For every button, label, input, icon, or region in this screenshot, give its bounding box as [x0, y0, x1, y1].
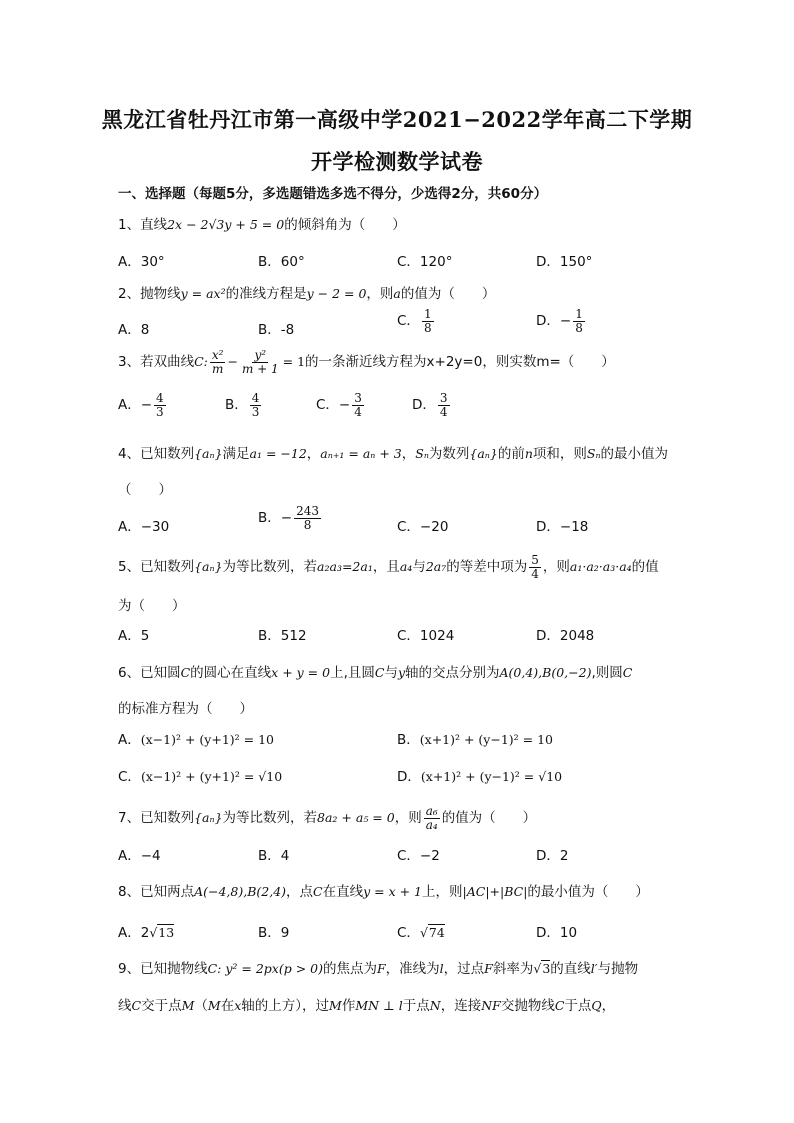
q1-option-c[interactable]: C．120°	[397, 254, 453, 270]
q5-text: 5、已知数列	[118, 559, 195, 576]
q3-option-b[interactable]	[225, 392, 263, 418]
q5-text-6: ，则	[542, 559, 570, 576]
q4-text-5: 项和，则	[532, 446, 587, 462]
q5-text-3: ，且	[372, 559, 400, 576]
q6-y: y	[397, 665, 406, 680]
q7-text-3: ，则	[394, 810, 422, 827]
q3-option-b-label: B．	[225, 397, 248, 414]
q7-option-c[interactable]: C．−2	[397, 848, 440, 864]
q6-option-a-label: A．	[118, 732, 141, 748]
q6-text-2: 的圆心在直线	[190, 665, 272, 681]
q7-fraction: $\frac{\text{a₆}}{\text{a₄}}$	[425, 804, 438, 832]
q5-text-7: 的值	[631, 559, 659, 576]
q4-text-3: 为数列	[428, 446, 470, 462]
q6-c-2: C	[374, 665, 385, 680]
q5-fraction: $\frac{5}{4}$	[531, 553, 539, 581]
q6-option-a[interactable]	[118, 728, 274, 748]
q7-text-4: 的值为（ ）	[441, 810, 537, 827]
q7-formula: 8a₂ + a₅ = 0	[317, 810, 395, 826]
q5-text-2: 为等比数列，若	[222, 559, 318, 576]
q7-text: 7、已知数列	[118, 810, 195, 827]
q2-var: a	[393, 286, 401, 301]
q8-option-a-label: A．2	[118, 925, 150, 941]
q9-mn: MN ⊥ l	[355, 998, 403, 1013]
q9-l2-h: ，连接	[440, 998, 482, 1014]
q3-option-c[interactable]	[316, 392, 366, 418]
q2-option-c-label: C．	[397, 313, 420, 330]
question-7	[118, 805, 536, 831]
q2-option-c[interactable]	[397, 308, 436, 334]
question-5	[118, 554, 659, 580]
q9-l2-c: （	[194, 998, 208, 1014]
q3-eq: = 1	[282, 354, 306, 370]
q8-text-2: ，点	[286, 884, 314, 900]
q6-text-5: 轴的交点分别为	[405, 665, 500, 681]
q7-seq: {aₙ}	[194, 810, 223, 826]
q9-x: x	[234, 998, 242, 1013]
q6-text-3: 上,且圆	[330, 665, 375, 681]
q4-sn: Sₙ	[415, 446, 429, 461]
q9-text-5: 斜率为	[492, 961, 534, 977]
q3-fraction-x: $\frac{\text{x²}}{m}$	[211, 348, 224, 376]
q6-option-c-formula: (x−1)² + (y+1)² = √10	[140, 769, 283, 784]
q2-option-d[interactable]	[536, 308, 587, 334]
q5-a4: a₄	[399, 559, 413, 575]
q6-c: C	[180, 665, 191, 680]
q2-option-d-label: D．−	[536, 313, 572, 330]
q1-text-end: 的倾斜角为（ ）	[284, 217, 406, 233]
question-1	[118, 213, 406, 233]
q3-option-d-label: D．	[412, 397, 436, 414]
q9-l-prime: l′	[590, 961, 598, 976]
q2-text-mid: 的准线方程是	[225, 286, 307, 302]
question-9-line-2: 线C交于点M（M在x轴的上方），过M作MN ⊥ l于点N，连接NF交抛物线C于点Q，	[118, 998, 616, 1014]
q3-option-a-fraction: $\frac{4}{3}$	[156, 391, 164, 419]
q1-option-b[interactable]: B．60°	[258, 254, 305, 270]
q6-text-6: ,则圆	[591, 665, 623, 681]
q3-text: 3、若双曲线	[118, 354, 195, 371]
q9-text-6: 的直线	[550, 961, 591, 977]
q4-formula-2: aₙ₊₁ = aₙ + 3	[320, 446, 402, 461]
q9-l2-b: 交于点	[141, 998, 182, 1014]
q6-text-4: 与	[384, 665, 398, 681]
q2-formula-2: y − 2 = 0	[306, 286, 367, 301]
q2-formula-1: y = ax²	[180, 286, 226, 301]
q9-nf: NF	[481, 998, 501, 1013]
q4-option-c[interactable]: C．−20	[397, 519, 449, 535]
q9-f-2: F	[484, 961, 493, 976]
q6-option-c[interactable]	[118, 765, 282, 785]
q1-option-d[interactable]: D．150°	[536, 254, 593, 270]
question-3	[118, 349, 615, 375]
q1-option-a[interactable]: A．30°	[118, 254, 165, 270]
q9-l2-d: 在	[220, 998, 235, 1014]
q8-line: y = x + 1	[363, 884, 423, 899]
q5-line-2: 为（ ）	[118, 598, 186, 614]
q9-l: l	[439, 961, 444, 976]
q6-option-d-label: D．	[397, 769, 421, 785]
q4-text: 4、已知数列	[118, 446, 195, 462]
q9-m-2: M	[207, 998, 221, 1013]
q3-option-a[interactable]	[118, 392, 168, 418]
q9-l2-a: 线	[118, 998, 132, 1014]
exam-title-line2: 开学检测数学试卷	[311, 149, 483, 174]
q5-2a7: 2a₇	[425, 559, 447, 575]
q8-option-b[interactable]: B．9	[258, 925, 290, 941]
q7-option-b[interactable]: B．4	[258, 848, 290, 864]
q6-option-a-formula: (x−1)² + (y+1)² = 10	[140, 732, 274, 747]
q4-option-b-fraction: $\frac{243}{8}$	[296, 504, 319, 532]
q6-option-b-formula: (x+1)² + (y−1)² = 10	[419, 732, 554, 747]
q8-text-4: 上，则	[422, 884, 463, 900]
q6-option-b-label: B．	[397, 732, 420, 748]
q4-sn-2: Sₙ	[586, 446, 601, 461]
q8-option-a-radicand: 13	[158, 925, 175, 940]
q9-m-3: M	[329, 998, 342, 1013]
q6-formula-1: x + y = 0	[271, 665, 331, 680]
q9-l2-k: ，	[601, 998, 616, 1014]
q5-product: a₁·a₂·a₃·a₄	[569, 559, 632, 575]
q9-f: F	[376, 961, 386, 976]
q9-n: N	[429, 998, 441, 1013]
q8-c: C	[313, 884, 323, 899]
q2-text-end: 的值为（ ）	[400, 286, 496, 302]
q9-l2-f: 作	[341, 998, 356, 1014]
q4-text-6: 的最小值为	[600, 446, 669, 462]
q9-l2-j: 于点	[564, 998, 592, 1014]
q4-seq-2: {aₙ}	[469, 446, 498, 461]
q2-option-b[interactable]: B．-8	[258, 322, 295, 338]
q6-option-b[interactable]	[397, 728, 553, 748]
q5-text-4: 与	[412, 559, 426, 576]
q7-text-2: 为等比数列，若	[222, 810, 318, 827]
q3-minus: −	[227, 354, 238, 370]
q2-option-d-fraction: $\frac{1}{8}$	[575, 307, 583, 335]
q9-text-2: 的焦点为	[322, 961, 377, 977]
q6-option-d-formula: (x+1)² + (y−1)² = √10	[420, 769, 563, 784]
q9-q: Q	[591, 998, 602, 1013]
q2-option-a[interactable]: A．8	[118, 322, 150, 338]
q8-option-c-label: C．	[397, 925, 420, 941]
question-2	[118, 282, 495, 302]
q3-option-d[interactable]	[412, 392, 452, 418]
q5-seq: {aₙ}	[194, 559, 223, 575]
q5-text-5: 的等差中项为	[446, 559, 528, 576]
q3-option-c-fraction: $\frac{3}{4}$	[354, 391, 362, 419]
section-header: 一、选择题（每题5分，多选题错选多选不得分，少选得2分，共60分）	[118, 186, 548, 202]
q6-points: A(0,4),B(0,−2)	[499, 665, 592, 680]
q7-option-a[interactable]: A．−4	[118, 848, 161, 864]
q9-parabola: C: y² = 2px(p > 0)	[207, 961, 323, 976]
q3-option-b-fraction: $\frac{4}{3}$	[251, 391, 260, 419]
question-4: 4、已知数列{aₙ}满足a₁ = −12，aₙ₊₁ = aₙ + 3，Sₙ为数列{aₙ}的前n项和，则Sₙ的最小值为	[118, 446, 669, 462]
q9-l2-e: 轴的上方），过	[241, 998, 330, 1014]
q5-formula-1: a₂a₃=2a₁	[317, 559, 373, 575]
q4-n: n	[524, 446, 533, 461]
q3-option-a-label: A．−	[118, 397, 153, 414]
q5-option-c[interactable]: C．1024	[397, 628, 455, 644]
q8-text-3: 在直线	[322, 884, 364, 900]
q5-option-d[interactable]: D．2048	[536, 628, 595, 644]
q5-option-a[interactable]: A．5	[118, 628, 150, 644]
q8-option-d[interactable]: D．10	[536, 925, 578, 941]
q8-sum: |AC|+|BC|	[462, 884, 528, 899]
q2-text: 2、抛物线	[118, 286, 181, 302]
q4-option-d[interactable]: D．−18	[536, 519, 589, 535]
q4-formula-1: a₁ = −12	[249, 446, 307, 461]
exam-title-line1: 黑龙江省牡丹江市第一高级中学2021−2022学年高二下学期	[101, 107, 693, 132]
q9-l2-i: 交抛物线	[500, 998, 555, 1014]
q3-option-d-fraction: $\frac{3}{4}$	[439, 391, 448, 419]
question-8	[118, 880, 649, 900]
q3-text-end: 的一条渐近线方程为x+2y=0，则实数m=（ ）	[305, 354, 615, 371]
q9-text: 9、已知抛物线	[118, 961, 208, 977]
q8-points: A(−4,8),B(2,4)	[194, 884, 287, 899]
q4-seq: {aₙ}	[194, 446, 223, 461]
q9-m: M	[181, 998, 195, 1013]
q6-c-3: C	[622, 665, 633, 680]
q2-option-c-fraction: $\frac{1}{8}$	[423, 307, 432, 335]
q6-option-c-label: C．	[118, 769, 141, 785]
q9-text-3: ，准线为	[385, 961, 440, 977]
q3-option-c-label: C．−	[316, 397, 351, 414]
q4-text-2: 满足	[222, 446, 250, 462]
q4-option-b[interactable]	[258, 505, 323, 531]
q8-option-c[interactable]: C．√74	[397, 925, 445, 941]
q3-fraction-y: $\frac{\text{y²}}{m + 1}$	[241, 348, 279, 376]
q9-radicand: 3	[542, 961, 551, 976]
q4-option-a[interactable]: A．−30	[118, 519, 170, 535]
q4-paren: （ ）	[118, 482, 172, 498]
q5-option-b[interactable]: B．512	[258, 628, 307, 644]
q9-l2-g: 于点	[402, 998, 430, 1014]
q6-text: 6、已知圆	[118, 665, 181, 681]
q9-text-4: ，过点	[443, 961, 485, 977]
question-9: 9、已知抛物线C: y² = 2px(p > 0)的焦点为F，准线为l，过点F斜率为√3的直线l′与抛物	[118, 961, 639, 977]
q4-option-b-label: B．−	[258, 510, 293, 527]
q9-text-7: 与抛物	[597, 961, 639, 977]
q3-c: C:	[194, 354, 208, 370]
q8-option-a[interactable]: A．2√13	[118, 925, 175, 941]
q6-line-2: 的标准方程为（ ）	[118, 701, 253, 717]
q8-text-5: 的最小值为（ ）	[527, 884, 649, 900]
q6-option-d[interactable]	[397, 765, 562, 785]
q7-option-d[interactable]: D．2	[536, 848, 569, 864]
q4-text-4: 的前	[497, 446, 525, 462]
q1-formula: 2x − 2√3y + 5 = 0	[167, 217, 285, 232]
q8-option-c-radicand: 74	[428, 925, 445, 940]
q2-text-mid2: ，则	[366, 286, 394, 302]
q1-text: 1、直线	[118, 217, 168, 233]
question-6	[118, 661, 632, 681]
q8-text: 8、已知两点	[118, 884, 195, 900]
